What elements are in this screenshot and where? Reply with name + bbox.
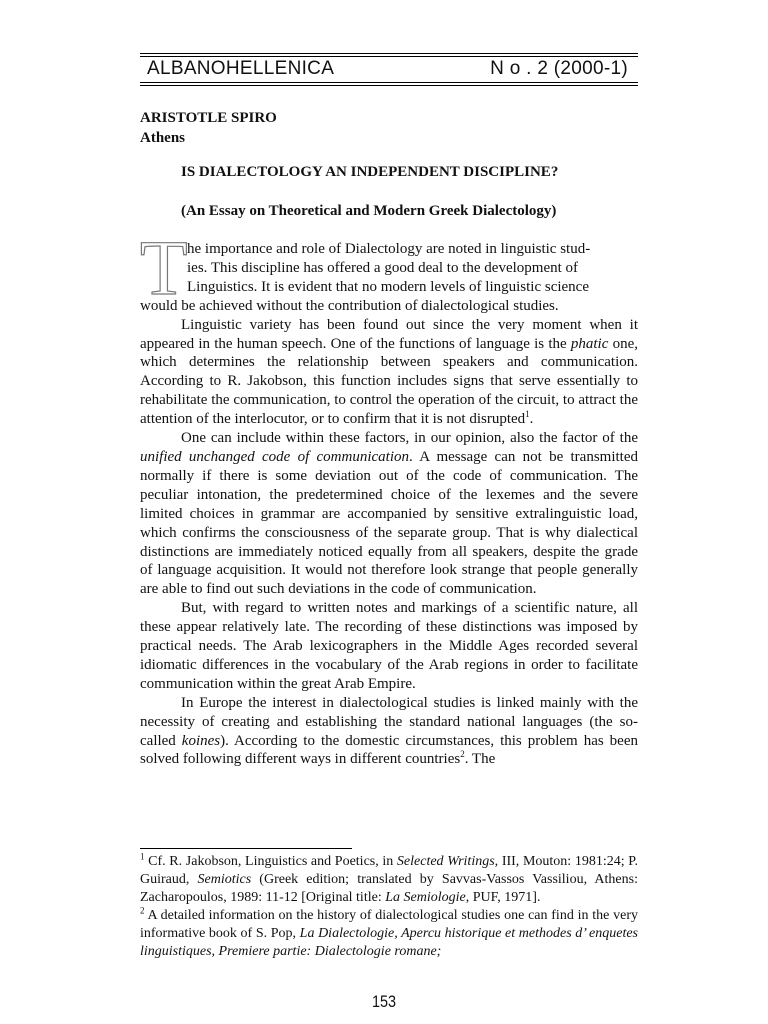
paragraph-1 xyxy=(140,240,638,316)
running-header xyxy=(140,53,638,86)
paragraph-2 xyxy=(140,316,638,429)
paragraph-3-text-a: One can include within these factors, in our opinion, also the factor of the xyxy=(181,430,638,447)
paragraph-5-text-c: . The xyxy=(464,751,496,768)
paragraph-1-line-3: Linguistics. It is evident that no modern levels of linguistic science xyxy=(187,278,589,295)
author-affiliation: Athens xyxy=(140,130,186,146)
article-title: IS DIALECTOLOGY AN INDEPENDENT DISCIPLINE? xyxy=(181,164,559,180)
paragraph-5-text-a: In Europe the interest in dialectological studies is linked mainly with the necessity of creating and establishing the standard national languages (the so-called xyxy=(140,694,638,749)
footnote-1-emphasis-1: Selected Writings xyxy=(396,854,495,869)
paragraph-5 xyxy=(140,694,638,770)
paragraph-2-text-b: one, which determines the relationship between speakers and communication. According to R. Jakobson, this function includes signs that serve essentially to rehabilitate the communication, to control the operation of the circuit, to attract the attention of the interlocutor, or to confirm that it is not disrupted xyxy=(140,335,638,428)
footnote-1-emphasis-3: La Semiologie xyxy=(385,889,466,905)
footnote-2-text-a: A detailed information on the history of dialectological studies one can find in the very informative book of S. Pop, xyxy=(140,907,638,941)
paragraph-1-line-1: he importance and role of Dialectology are noted in linguistic stud- xyxy=(187,241,591,257)
author-block xyxy=(140,108,277,148)
paragraph-3-text-b: . A message can not be transmitted normally if there is some deviation out of the code of communication. The peculiar intonation, the predetermined choice of the lexemes and the severe limited choices in grammar are accompanied by sensitive extralinguistic load, which confirms the consciousness of the separate group. That is why dialectical distinctions are immediately noticed equally from all speakers, despite the grade of language acquisition. It would not therefore look strange that people generally are able to find out such deviations in the code of communication. xyxy=(140,448,638,598)
footnote-1-text-b: , III, Mouton: 1981:24; P. Guiraud, xyxy=(140,854,639,887)
article-body xyxy=(140,240,638,769)
paragraph-4: But, with regard to written notes and markings of a scientific nature, all these appear relatively late. The recording of these distinctions was imposed by practical needs. The Arab lexicographers in the Middle Ages recorded several idiomatic differences in the vocabulary of the Arab regions in order to facilitate communication within the great Arab Empire. xyxy=(140,600,638,692)
footnote-ref-2[interactable]: 2 xyxy=(460,749,465,760)
paragraph-3-emphasis: unified unchanged code of communication xyxy=(140,448,410,465)
footnote-divider xyxy=(140,848,352,849)
paragraph-5-emphasis: koines xyxy=(181,732,221,749)
footnote-1-text-c: (Greek edition; translated by Savvas-Vassos Vassiliou, Athens: Zacharopoulos, 1989: 11-12 [Original title: xyxy=(140,871,638,905)
author-name: ARISTOTLE SPIRO xyxy=(140,110,277,126)
paragraph-1-line-2: ies. This discipline has offered a good deal to the development of xyxy=(187,259,579,276)
footnote-ref-1[interactable]: 1 xyxy=(525,409,530,420)
paragraph-3 xyxy=(140,429,638,599)
footnote-1-emphasis-2: Semiotics xyxy=(197,871,252,887)
issue-number: N o . 2 (2000-1) xyxy=(490,58,628,79)
article-subtitle: (An Essay on Theoretical and Modern Greek Dialectology) xyxy=(181,203,557,219)
footnote-1 xyxy=(140,853,638,907)
paragraph-5-text-b: ). According to the domestic circumstances, this problem has been solved following different ways in different countries xyxy=(140,732,638,768)
footnote-1-number: 1 xyxy=(140,851,145,862)
footnote-2 xyxy=(140,907,638,961)
footnote-1-text-a: Cf. R. Jakobson, Linguistics and Poetics, in xyxy=(144,854,397,869)
footnote-2-emphasis: La Dialectologie, Apercu historique et methodes d’ enquetes linguistiques, Premiere partie: Dialectologie romane; xyxy=(140,925,638,959)
page-number: 153 xyxy=(371,992,397,1011)
paragraph-2-emphasis: phatic xyxy=(570,335,609,352)
journal-title: ALBANOHELLENICA xyxy=(147,58,335,79)
drop-cap: T xyxy=(140,224,188,311)
paragraph-1-line-4: would be achieved without the contribution of dialectological studies. xyxy=(140,297,559,314)
footnote-1-text-d: , PUF, 1971]. xyxy=(465,889,541,905)
paragraph-2-text-a: Linguistic variety has been found out since the very moment when it appeared in the human speech. One of the functions of language is the xyxy=(140,316,638,352)
footnotes xyxy=(140,853,638,960)
footnote-2-number: 2 xyxy=(140,905,145,916)
paragraph-2-text-c: . xyxy=(529,411,534,428)
